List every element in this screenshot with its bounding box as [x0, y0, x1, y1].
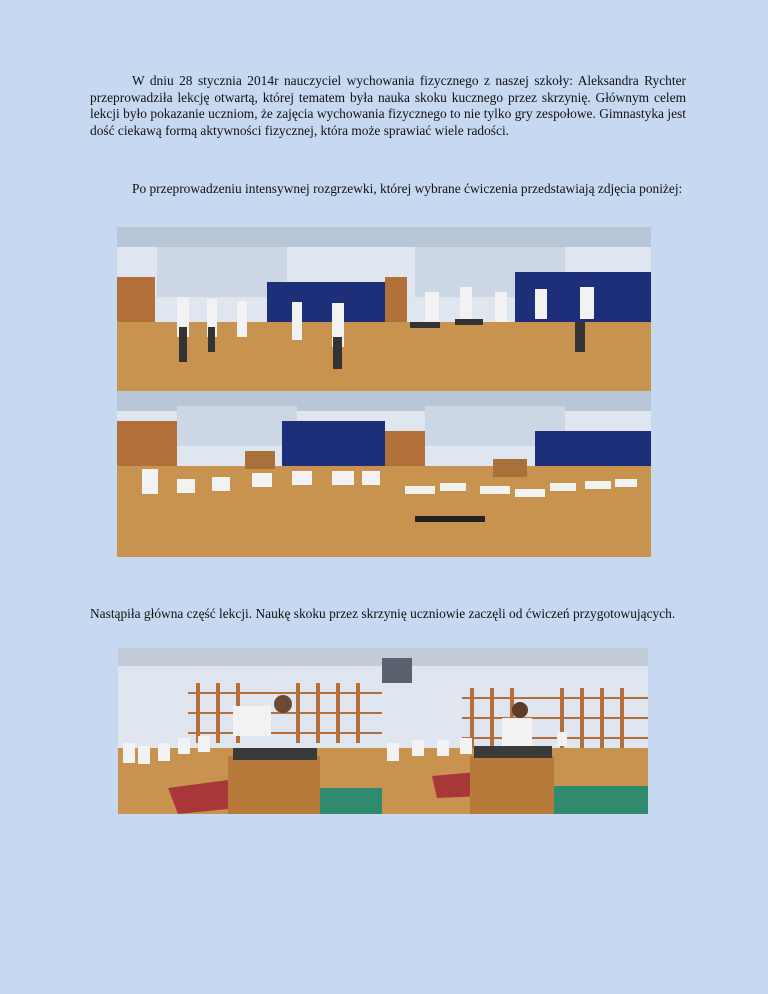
paragraph-warmup: Po przeprowadzeniu intensywnej rozgrzewki, której wybrane ćwiczenia przedstawiają zdjęcia poniżej:: [132, 181, 683, 196]
photo-warmup-pushups: [117, 391, 385, 557]
photo-warmup-splits: [385, 391, 651, 557]
photo-vault-box-girl: [382, 648, 648, 814]
photo-warmup-stretching: [385, 227, 651, 391]
photo-vault-box-boy: [118, 648, 382, 814]
paragraph-intro: W dniu 28 stycznia 2014r nauczyciel wychowania fizycznego z naszej szkoły: Aleksandra Rychter przeprowadziła lekcję otwartą, której tematem była nauka skoku kucznego przez skrzynię. Głównym celem lekcji było pokazanie uczniom, że zajęcia wychowania fizycznego to nie tylko gry zespołowe. Gimnastyka jest dość ciekawą formą aktywności fizycznej, która może sprawiać wiele radości.: [90, 73, 686, 138]
photo-warmup-standing: [117, 227, 385, 391]
paragraph-main-part: Nastąpiła główna część lekcji. Naukę skoku przez skrzynię uczniowie zaczęli od ćwiczeń przygotowujących.: [90, 606, 676, 621]
